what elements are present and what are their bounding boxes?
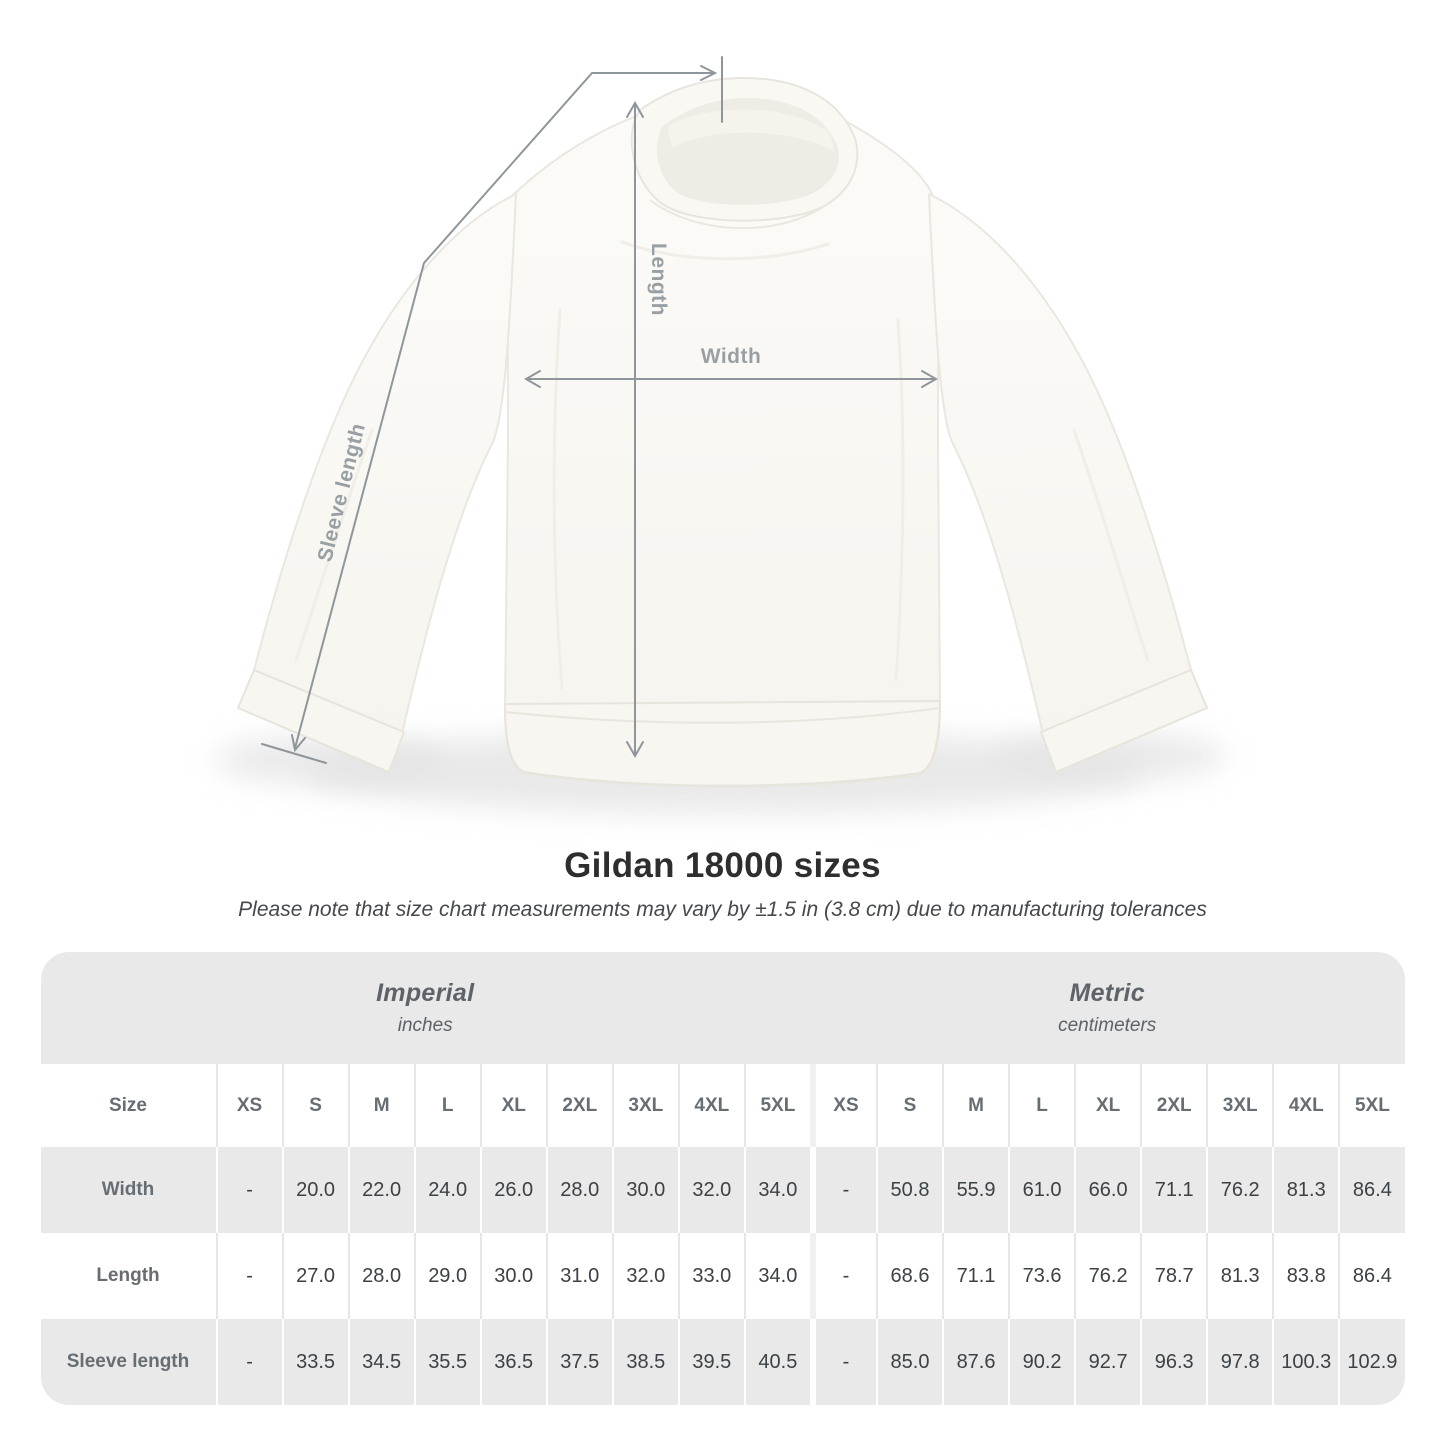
measurement-cell-imperial-l: 29.0: [414, 1233, 480, 1319]
measurement-cell-metric-s: 68.6: [876, 1233, 942, 1319]
measurement-cell-metric-m: 71.1: [942, 1233, 1008, 1319]
size-col-header-imperial-s: S: [282, 1064, 348, 1147]
measurement-cell-imperial-xs: -: [216, 1147, 282, 1233]
measurement-cell-imperial-s: 33.5: [282, 1319, 348, 1405]
measurement-cell-metric-3xl: 97.8: [1206, 1319, 1272, 1405]
size-header-row: [41, 1064, 1405, 1147]
measurement-cell-metric-2xl: 96.3: [1140, 1319, 1206, 1405]
measurement-cell-imperial-m: 28.0: [348, 1233, 414, 1319]
measurement-cell-metric-3xl: 81.3: [1206, 1233, 1272, 1319]
measurement-cell-imperial-4xl: 39.5: [678, 1319, 744, 1405]
size-col-header-metric-xl: XL: [1074, 1064, 1140, 1147]
metric-group-title: Metric: [1069, 979, 1145, 1007]
measurement-cell-metric-xs: -: [810, 1147, 876, 1233]
table-row-length: [41, 1233, 1405, 1319]
measurement-cell-imperial-s: 20.0: [282, 1147, 348, 1233]
measurement-cell-metric-m: 55.9: [942, 1147, 1008, 1233]
measurement-cell-imperial-xs: -: [216, 1233, 282, 1319]
row-label-length: Length: [41, 1233, 216, 1319]
size-col-header-imperial-5xl: 5XL: [744, 1064, 810, 1147]
size-col-header-imperial-xs: XS: [216, 1064, 282, 1147]
measurement-cell-metric-m: 87.6: [942, 1319, 1008, 1405]
measurement-cell-imperial-3xl: 38.5: [612, 1319, 678, 1405]
size-col-header-imperial-xl: XL: [480, 1064, 546, 1147]
size-col-header-metric-xs: XS: [810, 1064, 876, 1147]
size-col-header-imperial-4xl: 4XL: [678, 1064, 744, 1147]
size-col-header-metric-s: S: [876, 1064, 942, 1147]
measurement-cell-metric-l: 61.0: [1008, 1147, 1074, 1233]
measurement-cell-imperial-l: 35.5: [414, 1319, 480, 1405]
measurement-cell-imperial-xl: 26.0: [480, 1147, 546, 1233]
measurement-cell-metric-3xl: 76.2: [1206, 1147, 1272, 1233]
size-table: [41, 952, 1405, 1405]
measurement-cell-imperial-5xl: 34.0: [744, 1147, 810, 1233]
measurement-cell-metric-l: 73.6: [1008, 1233, 1074, 1319]
imperial-group-title: Imperial: [376, 979, 475, 1007]
row-label-width: Width: [41, 1147, 216, 1233]
measurement-cell-metric-xl: 92.7: [1074, 1319, 1140, 1405]
measurement-cell-metric-xl: 66.0: [1074, 1147, 1140, 1233]
table-row-width: [41, 1147, 1405, 1233]
metric-group-unit: centimeters: [1058, 1015, 1157, 1036]
measurement-cell-metric-4xl: 83.8: [1272, 1233, 1338, 1319]
measurement-cell-metric-s: 50.8: [876, 1147, 942, 1233]
length-label: Length: [647, 243, 670, 316]
metric-group-header: [810, 952, 1405, 1064]
size-col-header-imperial-3xl: 3XL: [612, 1064, 678, 1147]
measurement-cell-imperial-xl: 36.5: [480, 1319, 546, 1405]
measurement-cell-imperial-5xl: 34.0: [744, 1233, 810, 1319]
measurement-cell-imperial-4xl: 32.0: [678, 1147, 744, 1233]
measurement-cell-imperial-2xl: 37.5: [546, 1319, 612, 1405]
size-corner-header: Size: [41, 1064, 216, 1147]
page-title: Gildan 18000 sizes: [564, 846, 881, 885]
row-label-sleeve-length: Sleeve length: [41, 1319, 216, 1405]
size-col-header-metric-4xl: 4XL: [1272, 1064, 1338, 1147]
measurement-cell-metric-5xl: 86.4: [1338, 1233, 1404, 1319]
size-col-header-metric-m: M: [942, 1064, 1008, 1147]
size-col-header-metric-2xl: 2XL: [1140, 1064, 1206, 1147]
measurement-cell-imperial-m: 34.5: [348, 1319, 414, 1405]
size-col-header-imperial-2xl: 2XL: [546, 1064, 612, 1147]
measurement-cell-imperial-5xl: 40.5: [744, 1319, 810, 1405]
measurement-cell-metric-4xl: 100.3: [1272, 1319, 1338, 1405]
unit-band-row: [41, 952, 1405, 1064]
table-row-sleeve-length: [41, 1319, 1405, 1405]
measurement-cell-metric-2xl: 78.7: [1140, 1233, 1206, 1319]
measurement-cell-metric-5xl: 102.9: [1338, 1319, 1404, 1405]
width-label: Width: [700, 345, 762, 368]
measurement-cell-imperial-m: 22.0: [348, 1147, 414, 1233]
measurement-cell-imperial-l: 24.0: [414, 1147, 480, 1233]
measurement-cell-metric-4xl: 81.3: [1272, 1147, 1338, 1233]
imperial-group-header: [41, 952, 810, 1064]
size-col-header-imperial-l: L: [414, 1064, 480, 1147]
size-col-header-metric-3xl: 3XL: [1206, 1064, 1272, 1147]
measurement-cell-metric-s: 85.0: [876, 1319, 942, 1405]
sleeve-length-label: Sleeve length: [313, 420, 371, 565]
measurement-cell-metric-5xl: 86.4: [1338, 1147, 1404, 1233]
measurement-cell-imperial-2xl: 28.0: [546, 1147, 612, 1233]
measurement-cell-imperial-4xl: 33.0: [678, 1233, 744, 1319]
imperial-group-unit: inches: [397, 1015, 453, 1036]
measurement-cell-metric-l: 90.2: [1008, 1319, 1074, 1405]
measurement-cell-imperial-xs: -: [216, 1319, 282, 1405]
measurement-cell-imperial-3xl: 30.0: [612, 1147, 678, 1233]
measurement-cell-metric-xs: -: [810, 1233, 876, 1319]
size-col-header-imperial-m: M: [348, 1064, 414, 1147]
measurement-cell-metric-2xl: 71.1: [1140, 1147, 1206, 1233]
size-col-header-metric-l: L: [1008, 1064, 1074, 1147]
measurement-cell-metric-xs: -: [810, 1319, 876, 1405]
size-col-header-metric-5xl: 5XL: [1338, 1064, 1404, 1147]
measurement-cell-imperial-2xl: 31.0: [546, 1233, 612, 1319]
measurement-cell-metric-xl: 76.2: [1074, 1233, 1140, 1319]
measurement-cell-imperial-xl: 30.0: [480, 1233, 546, 1319]
size-chart-table: [41, 952, 1405, 1405]
measurement-cell-imperial-s: 27.0: [282, 1233, 348, 1319]
tolerance-note: Please note that size chart measurements may vary by ±1.5 in (3.8 cm) due to manufacturing tolerances: [238, 898, 1207, 921]
measurement-cell-imperial-3xl: 32.0: [612, 1233, 678, 1319]
sweatshirt-illustration: [238, 78, 1207, 787]
